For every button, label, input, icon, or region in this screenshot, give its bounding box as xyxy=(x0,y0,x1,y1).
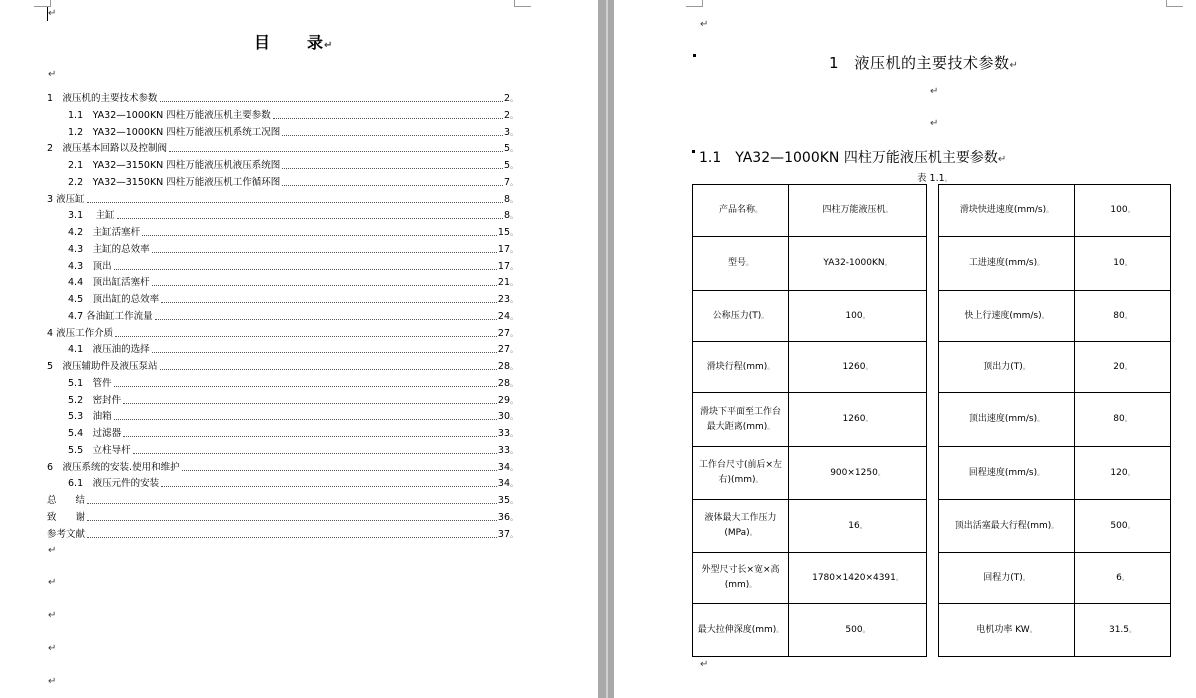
param-label: 型号。 xyxy=(693,237,789,291)
toc-page-number: 8 xyxy=(503,210,510,222)
toc-entry-text: 4.2 主缸活塞杆 xyxy=(68,227,141,238)
paragraph-mark: 。 xyxy=(510,177,518,187)
paragraph-mark: ↵ xyxy=(324,40,334,51)
table-spacer xyxy=(927,553,939,604)
param-value: 900×1250。 xyxy=(789,447,927,500)
toc-entry-text: 4.7 各油缸工作流量 xyxy=(68,310,153,322)
param-value: 31.5。 xyxy=(1075,604,1171,657)
param-value: 500。 xyxy=(1075,500,1171,553)
toc-page-number: 8 xyxy=(503,193,510,205)
paragraph-mark: 。 xyxy=(510,395,518,405)
toc-leader xyxy=(282,168,503,169)
table-row xyxy=(693,553,1171,604)
toc-entry[interactable] xyxy=(47,326,518,340)
toc-leader xyxy=(87,202,503,203)
param-value: 四柱万能液压机。 xyxy=(789,185,927,237)
toc-entry[interactable] xyxy=(68,242,518,256)
toc-leader xyxy=(117,218,503,219)
toc-entry-text: 4.3 主缸的总效率 xyxy=(68,243,150,255)
toc-leader xyxy=(182,470,497,471)
toc-entry[interactable] xyxy=(68,426,518,440)
param-label: 顶出速度(mm/s)。 xyxy=(939,393,1075,447)
param-value: 16。 xyxy=(789,500,927,553)
toc-page-number: 17 xyxy=(497,243,510,255)
toc-entry[interactable] xyxy=(47,493,518,507)
toc-page-number: 29 xyxy=(497,394,510,406)
toc-page-number: 3 xyxy=(503,126,510,138)
toc-entry-text: 1.2 YA32—1000KN 四柱万能液压机系统工况图 xyxy=(68,126,281,138)
toc-leader xyxy=(114,419,497,420)
heading-bullet xyxy=(693,54,696,57)
param-label: 液体最大工作压力(MPa)。 xyxy=(693,500,789,553)
toc-page-number: 27 xyxy=(497,344,510,356)
table-spacer xyxy=(927,291,939,342)
table-row xyxy=(693,393,1171,447)
paragraph-mark: 。 xyxy=(510,94,518,103)
toc-page-number: 27 xyxy=(497,327,510,339)
toc-entry[interactable] xyxy=(68,409,518,423)
toc-entry-text: 参考文献 xyxy=(47,528,86,540)
toc-title-left: 目 xyxy=(254,33,272,52)
section-heading: 1.1 YA32—1000KN 四柱万能液压机主要参数↵ xyxy=(699,150,1007,166)
paragraph-mark: 。 xyxy=(510,144,518,154)
toc-leader xyxy=(87,520,497,521)
toc-entry-text: 5.2 密封件 xyxy=(68,394,122,406)
toc-entry-text: 5.4 过滤器 xyxy=(68,428,122,439)
param-value: 20。 xyxy=(1075,342,1171,393)
param-label: 产品名称。 xyxy=(693,185,789,237)
table-row xyxy=(693,447,1171,500)
toc-leader xyxy=(123,403,497,404)
toc-leader xyxy=(87,537,497,538)
toc-leader xyxy=(152,285,497,286)
toc-entry[interactable] xyxy=(68,376,518,390)
table-row xyxy=(693,604,1171,657)
toc-entry[interactable] xyxy=(68,225,518,239)
toc-entry[interactable] xyxy=(68,125,518,139)
param-label: 滑块快进速度(mm/s)。 xyxy=(939,185,1075,237)
paragraph-mark: ↵ xyxy=(48,545,57,556)
toc-leader xyxy=(133,453,497,454)
param-value: 100。 xyxy=(1075,185,1171,237)
toc-leader xyxy=(115,336,497,337)
toc-leader xyxy=(114,386,497,387)
table-row xyxy=(693,500,1171,553)
toc-leader xyxy=(169,151,503,152)
paragraph-mark: 。 xyxy=(510,429,518,438)
toc-leader xyxy=(114,269,497,270)
param-label: 顶出活塞最大行程(mm)。 xyxy=(939,500,1075,553)
crop-mark xyxy=(686,0,703,7)
toc-leader xyxy=(123,436,497,437)
toc-entry-text: 4.1 液压油的选择 xyxy=(68,344,150,356)
toc-entry-text: 5.1 管件 xyxy=(68,377,112,389)
paragraph-mark: 。 xyxy=(510,244,518,254)
param-label: 电机功率 KW。 xyxy=(939,604,1075,657)
param-value: 10。 xyxy=(1075,237,1171,291)
toc-leader xyxy=(161,486,497,487)
paragraph-mark: ↵ xyxy=(48,577,57,588)
param-label: 公称压力(T)。 xyxy=(693,291,789,342)
toc-page-number: 23 xyxy=(497,294,510,305)
paragraph-mark: 。 xyxy=(510,445,518,455)
table-row xyxy=(693,237,1171,291)
toc-page-number: 28 xyxy=(497,377,510,389)
toc-entry[interactable] xyxy=(68,275,518,289)
toc-entry[interactable] xyxy=(68,208,518,222)
paragraph-mark: ↵ xyxy=(48,8,57,19)
toc-title-right: 录 xyxy=(307,33,325,52)
table-spacer xyxy=(927,447,939,500)
toc-entry-text: 2.1 YA32—3150KN 四柱万能液压机液压系统图 xyxy=(68,160,281,171)
table-row xyxy=(693,185,1171,237)
toc-page-number: 15 xyxy=(497,227,510,238)
toc-entry[interactable] xyxy=(68,309,518,323)
paragraph-mark: ↵ xyxy=(48,643,57,654)
param-value: 120。 xyxy=(1075,447,1171,500)
toc-entry-text: 3.1 主缸 xyxy=(68,210,115,222)
table-spacer xyxy=(927,237,939,291)
param-label: 快上行速度(mm/s)。 xyxy=(939,291,1075,342)
paragraph-mark: 。 xyxy=(510,110,518,120)
toc-entry[interactable] xyxy=(68,342,518,356)
table-spacer xyxy=(927,342,939,393)
paragraph-mark: 。 xyxy=(510,194,518,204)
toc-entry[interactable] xyxy=(68,108,518,122)
toc-leader xyxy=(152,352,497,353)
toc-entry-text: 3 液压缸 xyxy=(47,193,85,205)
param-label: 工作台尺寸(前后×左右)(mm)。 xyxy=(693,447,789,500)
toc-leader xyxy=(152,252,497,253)
toc-page-number: 24 xyxy=(497,310,510,322)
toc-page-number: 28 xyxy=(497,361,510,372)
page-gap-line xyxy=(606,0,608,698)
toc-entry[interactable] xyxy=(68,158,518,172)
toc-entry[interactable] xyxy=(47,141,518,155)
toc-entry-text: 2.2 YA32—3150KN 四柱万能液压机工作循环图 xyxy=(68,176,281,188)
paragraph-mark: ↵ xyxy=(700,19,709,30)
param-label: 回程力(T)。 xyxy=(939,553,1075,604)
toc-page-number: 34 xyxy=(497,478,510,490)
param-value: 80。 xyxy=(1075,291,1171,342)
toc-title xyxy=(254,30,333,53)
toc-page-number: 35 xyxy=(497,495,510,506)
table-row xyxy=(693,291,1171,342)
toc-entry-text: 6 液压系统的安装.使用和维护 xyxy=(47,461,180,473)
table-spacer xyxy=(927,185,939,237)
param-value: 500。 xyxy=(789,604,927,657)
param-label: 回程速度(mm/s)。 xyxy=(939,447,1075,500)
table-spacer xyxy=(927,500,939,553)
toc-leader xyxy=(282,135,503,136)
table-spacer xyxy=(927,604,939,657)
param-label: 最大拉伸深度(mm)。 xyxy=(693,604,789,657)
paragraph-mark: 。 xyxy=(510,496,518,505)
toc-entry-text: 4.4 顶出缸活塞杆 xyxy=(68,277,150,289)
param-value: 1780×1420×4391。 xyxy=(789,553,927,604)
toc-entry[interactable] xyxy=(47,527,518,541)
toc-entry-text: 1 液压机的主要技术参数 xyxy=(47,93,158,104)
toc-page-number: 2 xyxy=(503,93,510,104)
paragraph-mark: 。 xyxy=(510,362,518,371)
chapter-heading: 1 液压机的主要技术参数↵ xyxy=(829,54,1019,72)
toc-page-number: 34 xyxy=(497,461,510,473)
paragraph-mark: 。 xyxy=(510,261,518,271)
param-label: 顶出力(T)。 xyxy=(939,342,1075,393)
param-value: 1260。 xyxy=(789,342,927,393)
toc-entry-text: 2 液压基本回路以及控制阀 xyxy=(47,143,168,155)
toc-leader xyxy=(142,235,497,236)
param-value: 6。 xyxy=(1075,553,1171,604)
paragraph-mark: ↵ xyxy=(700,659,709,670)
toc-page-number: 7 xyxy=(503,176,510,188)
table-caption: 表 1.1。 xyxy=(917,173,952,184)
param-value: 1260。 xyxy=(789,393,927,447)
paragraph-mark: ↵ xyxy=(48,676,57,687)
paragraph-mark: 。 xyxy=(510,529,518,539)
paragraph-mark: 。 xyxy=(510,127,518,137)
paragraph-mark: ↵ xyxy=(930,86,939,97)
toc-page-number: 30 xyxy=(497,411,510,423)
paragraph-mark: ↵ xyxy=(930,118,939,129)
paragraph-mark: 。 xyxy=(510,378,518,388)
toc-entry[interactable] xyxy=(47,91,518,105)
toc-page-number: 17 xyxy=(497,260,510,272)
toc-entry[interactable] xyxy=(47,460,518,474)
paragraph-mark: 。 xyxy=(510,462,518,472)
paragraph-mark: 。 xyxy=(510,311,518,321)
toc-entry[interactable] xyxy=(47,510,518,524)
toc-entry-text: 4.5 顶出缸的总效率 xyxy=(68,294,160,305)
param-value: 80。 xyxy=(1075,393,1171,447)
toc-leader xyxy=(160,369,497,370)
toc-leader xyxy=(161,302,497,303)
toc-entry[interactable] xyxy=(68,443,518,457)
paragraph-mark: 。 xyxy=(510,512,518,522)
toc-entry-text: 6.1 液压元件的安装 xyxy=(68,478,160,490)
toc-entry-text: 1.1 YA32—1000KN 四柱万能液压机主要参数 xyxy=(68,109,271,121)
param-label: 滑块行程(mm)。 xyxy=(693,342,789,393)
toc-page-number: 33 xyxy=(497,444,510,456)
toc-entry[interactable] xyxy=(68,175,518,189)
toc-page-number: 5 xyxy=(503,143,510,155)
paragraph-mark: 。 xyxy=(510,345,518,355)
param-label: 外型尺寸长×宽×高(mm)。 xyxy=(693,553,789,604)
param-label: 工进速度(mm/s)。 xyxy=(939,237,1075,291)
toc-entry-text: 5.5 立柱导杆 xyxy=(68,444,131,456)
toc-entry-text: 致 谢 xyxy=(47,511,86,523)
paragraph-mark: 。 xyxy=(510,278,518,288)
paragraph-mark: 。 xyxy=(510,228,518,237)
toc-page-number: 5 xyxy=(503,160,510,171)
paragraph-mark: 。 xyxy=(510,161,518,170)
heading-bullet xyxy=(692,150,695,153)
parameters-table xyxy=(692,184,1171,657)
crop-mark xyxy=(514,0,531,7)
toc-entry-text: 5.3 油箱 xyxy=(68,411,112,423)
toc-entry-text: 5 液压辅助件及液压泵站 xyxy=(47,361,158,372)
toc-entry[interactable] xyxy=(68,476,518,490)
toc-entry[interactable] xyxy=(68,292,518,306)
toc-entry[interactable] xyxy=(68,259,518,273)
paragraph-mark: 。 xyxy=(510,412,518,422)
toc-page-number: 33 xyxy=(497,428,510,439)
table-spacer xyxy=(927,393,939,447)
paragraph-mark: ↵ xyxy=(48,69,57,80)
toc-entry[interactable] xyxy=(47,359,518,373)
param-value: 100。 xyxy=(789,291,927,342)
paragraph-mark: 。 xyxy=(510,328,518,338)
toc-leader xyxy=(282,185,503,186)
toc-leader xyxy=(273,118,503,119)
toc-entry[interactable] xyxy=(68,393,518,407)
toc-page-number: 21 xyxy=(497,277,510,289)
toc-leader xyxy=(87,503,497,504)
toc-entry-text: 4.3 顶出 xyxy=(68,260,112,272)
paragraph-mark: ↵ xyxy=(48,610,57,621)
toc-page-number: 36 xyxy=(497,511,510,523)
crop-mark xyxy=(34,0,51,7)
toc-leader xyxy=(160,101,503,102)
paragraph-mark: 。 xyxy=(510,295,518,304)
paragraph-mark: 。 xyxy=(510,211,518,221)
toc-page-number: 2 xyxy=(503,109,510,121)
table-row xyxy=(693,342,1171,393)
paragraph-mark: 。 xyxy=(510,479,518,489)
param-value: YA32-1000KN。 xyxy=(789,237,927,291)
toc-entry[interactable] xyxy=(47,192,518,206)
crop-mark xyxy=(1166,0,1183,7)
param-label: 滑块下平面至工作台最大距离(mm)。 xyxy=(693,393,789,447)
toc-entry-text: 4 液压工作介质 xyxy=(47,327,114,339)
toc-entry-text: 总 结 xyxy=(47,495,86,506)
toc-leader xyxy=(155,319,497,320)
toc-page-number: 37 xyxy=(497,528,510,540)
